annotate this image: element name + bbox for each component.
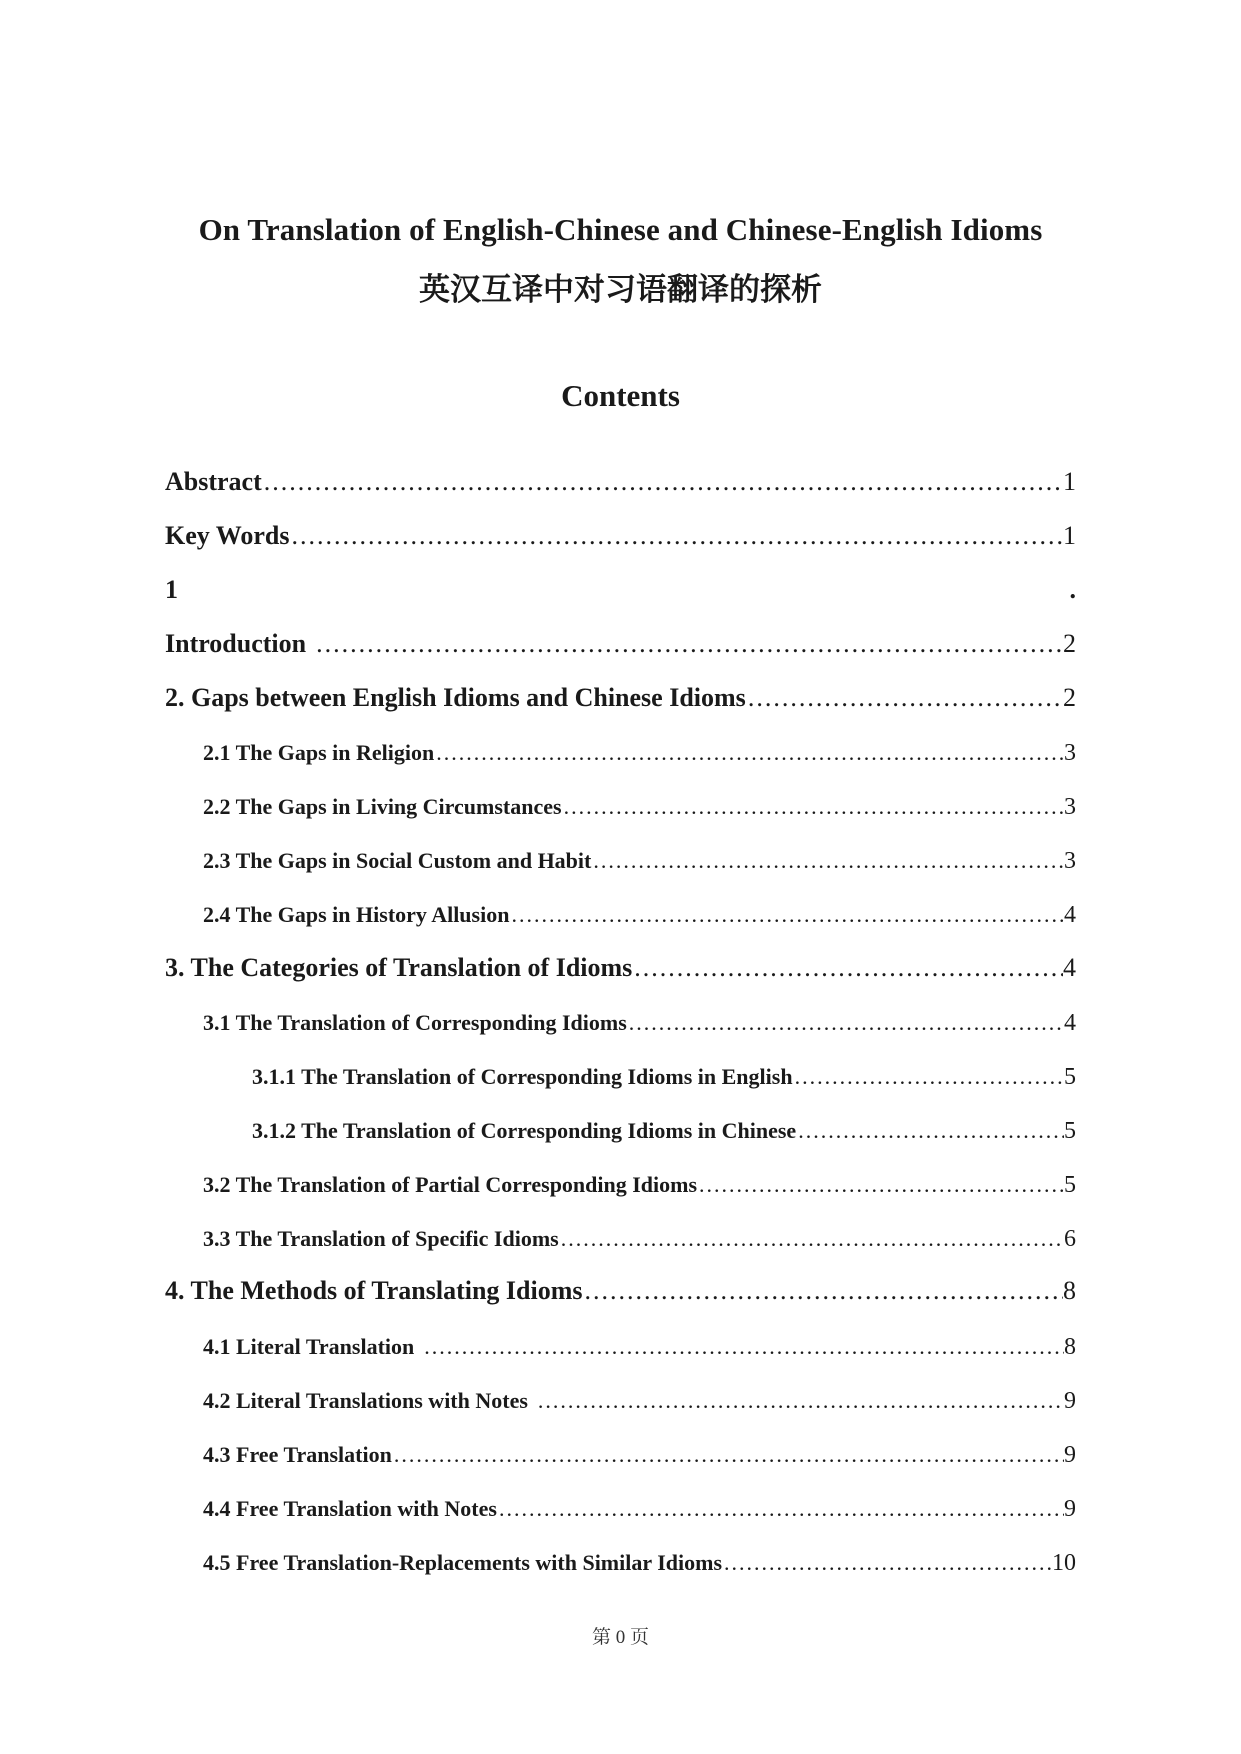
toc-dot-leader	[724, 1550, 1052, 1576]
toc-page-number: 1	[1063, 521, 1076, 550]
contents-heading: Contents	[561, 378, 680, 413]
toc-dot-leader	[511, 902, 1064, 928]
toc-dot-leader	[436, 740, 1064, 766]
toc-dot-leader	[798, 1118, 1064, 1144]
toc-entry-label: 3.1.1 The Translation of Corresponding Idioms in English	[252, 1064, 793, 1089]
toc-entry-label: 2.3 The Gaps in Social Custom and Habit	[203, 848, 592, 873]
toc-page-number: 4	[1064, 902, 1076, 928]
toc-entry-label: 4.3 Free Translation	[203, 1442, 392, 1467]
toc-entry-section-3-2[interactable]	[203, 1172, 1076, 1199]
toc-entry-introduction[interactable]	[165, 629, 1076, 659]
toc-page-number: 5	[1064, 1172, 1076, 1198]
toc-dot-leader	[564, 794, 1064, 820]
toc-page-number: 5	[1064, 1118, 1076, 1144]
toc-entry-label: 4.5 Free Translation-Replacements with Similar Idioms	[203, 1550, 723, 1575]
toc-page-number: 3	[1064, 848, 1076, 874]
toc-entry-label: 4.4 Free Translation with Notes	[203, 1496, 497, 1521]
toc-dot-leader	[593, 848, 1064, 874]
document-title-chinese: 英汉互译中对习语翻译的探析	[419, 272, 822, 308]
toc-entry-section-1-number[interactable]	[165, 575, 1076, 605]
toc-entry-section-3-1-1[interactable]	[252, 1064, 1076, 1091]
toc-page-number: 9	[1064, 1442, 1076, 1468]
toc-page-number: 4	[1063, 953, 1076, 982]
toc-page-number: 10	[1052, 1550, 1076, 1576]
toc-dot-leader	[424, 1334, 1064, 1360]
toc-page-number: 3	[1064, 794, 1076, 820]
toc-entry-section-4-4[interactable]	[203, 1496, 1076, 1523]
toc-entry-section-2[interactable]	[165, 683, 1076, 713]
toc-dot-leader	[585, 1276, 1063, 1306]
toc-entry-label: 2.2 The Gaps in Living Circumstances	[203, 794, 562, 819]
toc-entry-key-words[interactable]	[165, 521, 1076, 551]
toc-dot-leader	[748, 683, 1063, 713]
toc-entry-section-2-3[interactable]	[203, 848, 1076, 875]
toc-entry-label: Introduction	[165, 629, 307, 658]
toc-dot-leader	[316, 629, 1063, 659]
toc-dot-leader	[538, 1388, 1064, 1414]
toc-page-number: 1	[1063, 467, 1076, 496]
toc-entry-section-4-3[interactable]	[203, 1442, 1076, 1469]
toc-page-number: 8	[1063, 1276, 1076, 1305]
toc-entry-section-2-4[interactable]	[203, 902, 1076, 929]
toc-entry-label: Key Words	[165, 521, 290, 550]
toc-entry-label: 2.1 The Gaps in Religion	[203, 740, 435, 765]
toc-entry-label: 3. The Categories of Translation of Idioms	[165, 953, 633, 982]
toc-entry-section-3-1[interactable]	[203, 1010, 1076, 1037]
toc-entry-section-2-1[interactable]	[203, 740, 1076, 767]
toc-entry-label: 2. Gaps between English Idioms and Chinese Idioms	[165, 683, 746, 712]
toc-entry-label: 4. The Methods of Translating Idioms	[165, 1276, 583, 1305]
toc-entry-label: 4.1 Literal Translation	[203, 1334, 415, 1359]
toc-entry-label: 3.1.2 The Translation of Corresponding Idioms in Chinese	[252, 1118, 797, 1143]
toc-dot-leader	[634, 953, 1063, 983]
toc-entry-label: 4.2 Literal Translations with Notes	[203, 1388, 528, 1413]
toc-entry-label: 2.4 The Gaps in History Allusion	[203, 902, 510, 927]
toc-entry-section-4-1[interactable]	[203, 1334, 1076, 1361]
toc-entry-section-3-3[interactable]	[203, 1226, 1076, 1253]
toc-dot-leader	[561, 1226, 1064, 1252]
toc-page-number: 6	[1064, 1226, 1076, 1252]
toc-page-number: 4	[1064, 1010, 1076, 1036]
toc-entry-section-4-5[interactable]	[203, 1550, 1076, 1577]
toc-page-number: 2	[1063, 629, 1076, 658]
toc-entry-section-4[interactable]	[165, 1276, 1076, 1306]
toc-page-number: 5	[1064, 1064, 1076, 1090]
toc-page-number: 9	[1064, 1388, 1076, 1414]
toc-dot-leader	[394, 1442, 1064, 1468]
toc-page-number: 3	[1064, 740, 1076, 766]
toc-entry-section-3[interactable]	[165, 953, 1076, 983]
toc-dot-leader	[795, 1064, 1064, 1090]
toc-dot-leader	[264, 467, 1063, 497]
toc-entry-label: 3.1 The Translation of Corresponding Idioms	[203, 1010, 627, 1035]
document-title-english: On Translation of English-Chinese and Chinese-English Idioms	[198, 212, 1043, 247]
toc-trailing-dot: .	[1069, 575, 1076, 604]
toc-entry-label: 1	[165, 575, 178, 604]
toc-page-number: 8	[1064, 1334, 1076, 1360]
page-footer: 第 0 页	[591, 1627, 649, 1648]
toc-entry-label: 3.2 The Translation of Partial Corresponding Idioms	[203, 1172, 698, 1197]
toc-entry-label: Abstract	[165, 467, 262, 496]
toc-page-number: 2	[1063, 683, 1076, 712]
toc-entry-label: 3.3 The Translation of Specific Idioms	[203, 1226, 559, 1251]
toc-dot-leader	[629, 1010, 1064, 1036]
toc-entry-section-4-2[interactable]	[203, 1388, 1076, 1415]
toc-dot-leader	[699, 1172, 1064, 1198]
toc-entry-section-3-1-2[interactable]	[252, 1118, 1076, 1145]
toc-dot-leader	[291, 521, 1063, 551]
toc-dot-leader	[499, 1496, 1064, 1522]
toc-entry-abstract[interactable]	[165, 467, 1076, 497]
toc-entry-section-2-2[interactable]	[203, 794, 1076, 821]
toc-page-number: 9	[1064, 1496, 1076, 1522]
